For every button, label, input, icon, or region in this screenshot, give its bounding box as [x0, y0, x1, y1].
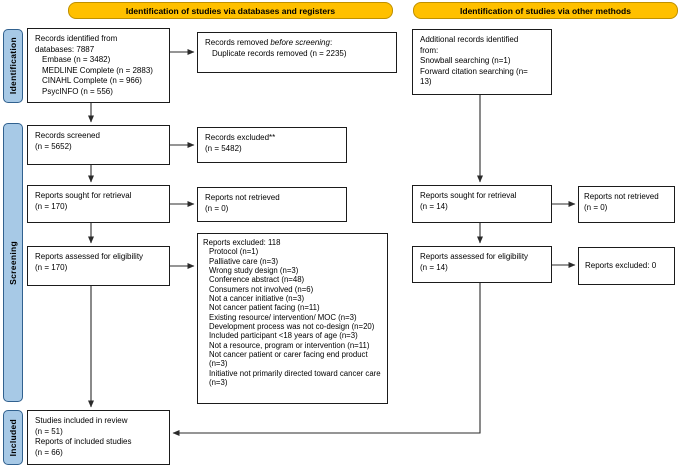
- reports-assessed-line1: Reports assessed for eligibility: [35, 252, 144, 261]
- reports-assessed-line2: (n = 170): [35, 262, 68, 272]
- header-databases-label: Identification of studies via databases and registers: [125, 5, 336, 16]
- reports-excluded-other-box: [578, 247, 675, 285]
- reports-assessed-other-box: [412, 246, 552, 283]
- reports-not-retrieved-line2: (n = 0): [205, 203, 229, 213]
- additional-records-line4: Forward citation searching (n=: [420, 66, 528, 76]
- reports-assessed-other-line1: Reports assessed for eligibility: [420, 252, 529, 261]
- excl-wrong-design: Wrong study design (n=3): [209, 266, 299, 276]
- db-psycinfo: PsycINFO (n = 556): [42, 86, 113, 96]
- phase-identification-label: Identification: [8, 37, 18, 95]
- additional-records-line1: Additional records identified: [420, 35, 519, 44]
- additional-records-line3: Snowball searching (n=1): [420, 56, 511, 66]
- reports-sought-other-line2: (n = 14): [420, 201, 448, 211]
- records-removed-prefix: Records removed: [205, 38, 271, 47]
- reports-sought-box: [27, 185, 170, 223]
- reports-not-retrieved-box: [197, 187, 347, 222]
- reports-sought-other-line1: Reports sought for retrieval: [420, 191, 517, 200]
- reports-assessed-other-line2: (n = 14): [420, 262, 448, 272]
- studies-included-line3: Reports of included studies: [35, 437, 132, 447]
- records-removed-box: [197, 32, 397, 73]
- excl-protocol: Protocol (n=1): [209, 247, 259, 257]
- excl-not-resource: Not a resource, program or intervention (n=11): [209, 340, 370, 350]
- records-screened-line2: (n = 5652): [35, 141, 72, 151]
- additional-records-box: [412, 29, 552, 95]
- records-identified-line1: Records identified from: [35, 34, 118, 43]
- reports-sought-line2: (n = 170): [35, 201, 68, 211]
- reports-not-retrieved-other-box: [578, 186, 675, 223]
- excl-conference: Conference abstract (n=48): [209, 275, 305, 285]
- phase-included-label: Included: [8, 418, 18, 457]
- records-excluded-box: [197, 127, 347, 163]
- reports-not-retrieved-other-line1: Reports not retrieved: [584, 192, 659, 201]
- reports-sought-line1: Reports sought for retrieval: [35, 191, 132, 200]
- header-other-methods-label: Identification of studies via other methods: [460, 5, 631, 16]
- header-databases-registers: [68, 2, 393, 19]
- excl-not-end-product: Not cancer patient or carer facing end product (n=3): [209, 350, 368, 369]
- phase-included: [3, 410, 23, 465]
- excl-not-cancer-care: Initiative not primarily directed toward cancer care (n=3): [209, 368, 381, 388]
- studies-included-box: [27, 410, 170, 465]
- header-other-methods: [413, 2, 678, 19]
- phase-screening-label: Screening: [8, 240, 18, 285]
- records-removed-suffix: :: [329, 38, 333, 47]
- excl-consumers: Consumers not involved (n=6): [209, 284, 314, 294]
- reports-assessed-box: [27, 246, 170, 286]
- excl-palliative: Palliative care (n=3): [209, 256, 279, 266]
- reports-excluded-other-label: Reports excluded: 0: [585, 260, 657, 270]
- records-excluded-line2: (n = 5482): [205, 143, 242, 153]
- excl-not-initiative: Not a cancer initiative (n=3): [209, 294, 305, 304]
- phase-identification: [3, 29, 23, 103]
- db-embase: Embase (n = 3482): [42, 55, 111, 65]
- additional-records-line5: 13): [420, 77, 432, 87]
- duplicates-removed: Duplicate records removed (n = 2235): [212, 48, 347, 58]
- records-excluded-line1: Records excluded**: [205, 133, 276, 142]
- excl-not-codesign: Development process was not co-design (n=20): [209, 322, 375, 332]
- records-identified-box: [27, 28, 170, 103]
- records-removed-line1: [205, 38, 389, 49]
- reports-not-retrieved-line1: Reports not retrieved: [205, 193, 280, 202]
- phase-screening: [3, 123, 23, 402]
- reports-not-retrieved-other-line2: (n = 0): [584, 202, 608, 212]
- records-removed-italic: before screening: [270, 38, 330, 47]
- additional-records-line2: from:: [420, 45, 439, 55]
- studies-included-line4: (n = 66): [35, 447, 63, 457]
- reports-excluded-118-box: [197, 233, 388, 404]
- reports-sought-other-box: [412, 185, 552, 223]
- excl-under-18: Included participant <18 years of age (n=3): [209, 331, 358, 341]
- db-medline: MEDLINE Complete (n = 2883): [42, 65, 153, 75]
- reports-excluded-title: Reports excluded: 118: [203, 238, 281, 247]
- records-screened-box: [27, 125, 170, 165]
- records-identified-line2: databases: 7887: [35, 44, 95, 54]
- records-screened-line1: Records screened: [35, 131, 100, 140]
- db-cinahl: CINAHL Complete (n = 966): [42, 76, 142, 86]
- studies-included-line1: Studies included in review: [35, 416, 128, 425]
- studies-included-line2: (n = 51): [35, 426, 63, 436]
- excl-existing-resource: Existing resource/ intervention/ MOC (n=3): [209, 312, 357, 322]
- excl-not-patient-facing: Not cancer patient facing (n=11): [209, 303, 320, 313]
